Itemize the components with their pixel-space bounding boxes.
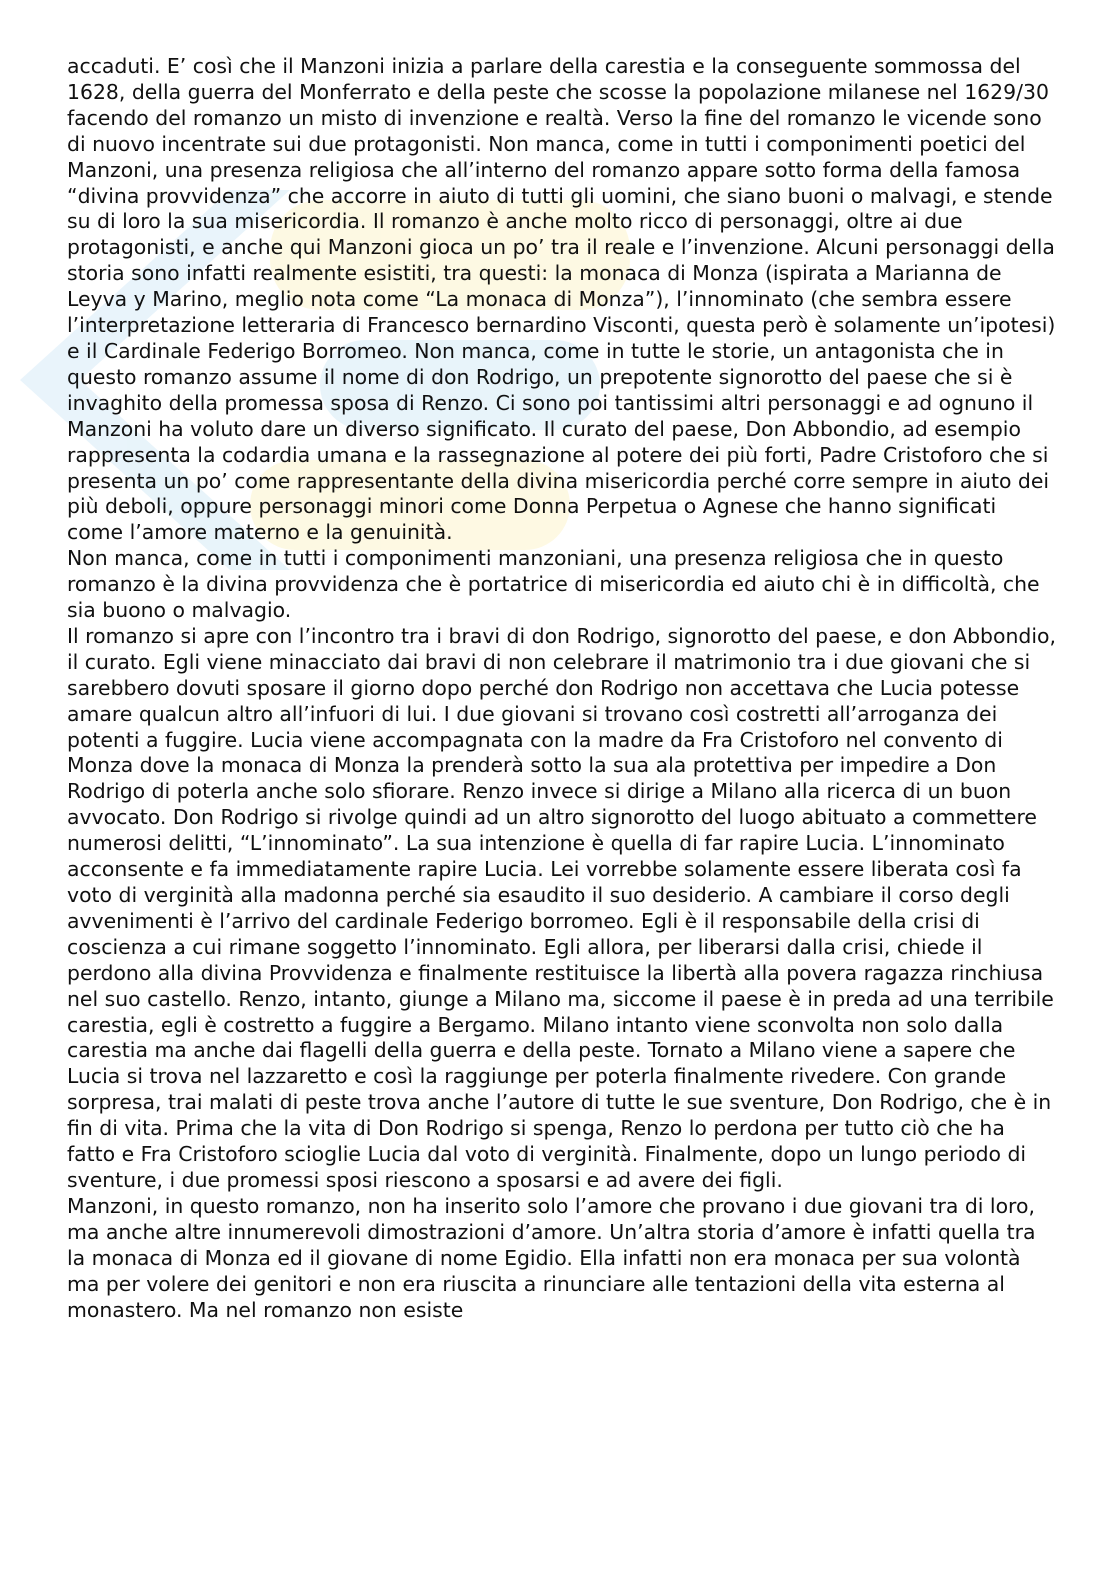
paragraph: Il romanzo si apre con l’incontro tra i bravi di don Rodrigo, signorotto del paese, e don Abbondio, il curato. Egli viene minacciato dai bravi di non celebrare il matrimonio tra i due giovani che si sarebbero dovuti sposare il giorno dopo perché don Rodrigo non accettava che Lucia potesse amare qualcun altro all’infuori di lui. I due giovani si trovano così costretti all’arroganza dei potenti a fuggire. Lucia viene accompagnata con la madre da Fra Cristoforo nel convento di Monza dove la monaca di Monza la prenderà sotto la sua ala protettiva per impedire a Don Rodrigo di poterla anche solo sfiorare. Renzo invece si dirige a Milano alla ricerca di un buon avvocato. Don Rodrigo si rivolge quindi ad un altro signorotto del luogo abituato a commettere numerosi delitti, “L’innominato”. La sua intenzione è quella di far rapire Lucia. L’innominato acconsente e fa immediatamente rapire Lucia. Lei vorrebbe solamente essere liberata così fa voto di verginità alla madonna perché sia esaudito il suo desiderio. A cambiare il corso degli avvenimenti è l’arrivo del cardinale Federigo borromeo. Egli è il responsabile della crisi di coscienza a cui rimane soggetto l’innominato. Egli allora, per liberarsi dalla crisi, chiede il perdono alla divina Provvidenza e finalmente restituisce la libertà alla povera ragazza rinchiusa nel suo castello. Renzo, intanto, giunge a Milano ma, siccome il paese è in preda ad una terribile carestia, egli è costretto a fuggire a Bergamo. Milano intanto viene sconvolta non solo dalla carestia ma anche dai flagelli della guerra e della peste. Tornato a Milano viene a sapere che Lucia si trova nel lazzaretto e così la raggiunge per poterla finalmente rivedere. Con grande sorpresa, trai malati di peste trova anche l’autore di tutte le sue sventure, Don Rodrigo, che è in fin di vita. Prima che la vita di Don Rodrigo si spenga, Renzo lo perdona per tutto ciò che ha fatto e Fra Cristoforo scioglie Lucia dal voto di verginità. Finalmente, dopo un lungo periodo di sventure, i due promessi sposi riescono a sposarsi e ad avere dei figli. [67,623,1056,1192]
paragraph: accaduti. E’ così che il Manzoni inizia a parlare della carestia e la conseguente sommossa del 1628, della guerra del Monferrato e della peste che scosse la popolazione milanese nel 1629/30 facendo del romanzo un misto di invenzione e realtà. Verso la fine del romanzo le vicende sono di nuovo incentrate sui due protagonisti. Non manca, come in tutti i componimenti poetici del Manzoni, una presenza religiosa che all’interno del romanzo appare sotto forma della famosa “divina provvidenza” che accorre in aiuto di tutti gli uomini, che siano buoni o malvagi, e stende su di loro la sua misericordia. Il romanzo è anche molto ricco di personaggi, oltre ai due protagonisti, e anche qui Manzoni gioca un po’ tra il reale e l’invenzione. Alcuni personaggi della storia sono infatti realmente esistiti, tra questi: la monaca di Monza (ispirata a Marianna de Leyva y Marino, meglio nota come “La monaca di Monza”), l’innominato (che sembra essere l’interpretazione letteraria di Francesco bernardino Visconti, questa però è solamente un’ipotesi) e il Cardinale Federigo Borromeo. Non manca, come in tutte le storie, un antagonista che in questo romanzo assume il nome di don Rodrigo, un prepotente signorotto del paese che si è invaghito della promessa sposa di Renzo. Ci sono poi tantissimi altri personaggi e ad ognuno il Manzoni ha voluto dare un diverso significato. Il curato del paese, Don Abbondio, ad esempio rappresenta la codardia umana e la rassegnazione al potere dei più forti, Padre Cristoforo che si presenta un po’ come rappresentante della divina misericordia perché corre sempre in aiuto dei più deboli, oppure personaggi minori come Donna Perpetua o Agnese che hanno significati come l’amore materno e la genuinità. [67,54,1056,545]
paragraph: Non manca, come in tutti i componimenti manzoniani, una presenza religiosa che in questo romanzo è la divina provvidenza che è portatrice di misericordia ed aiuto chi è in difficoltà, che sia buono o malvagio. [67,546,1040,623]
document-body [67,54,1057,1323]
paragraph: Manzoni, in questo romanzo, non ha inserito solo l’amore che provano i due giovani tra di loro, ma anche altre innumerevoli dimostrazioni d’amore. Un’altra storia d’amore è infatti quella tra la monaca di Monza ed il giovane di nome Egidio. Ella infatti non era monaca per sua volontà ma per volere dei genitori e non era riuscita a rinunciare alle tentazioni della vita esterna al monastero. Ma nel romanzo non esiste [67,1193,1036,1322]
